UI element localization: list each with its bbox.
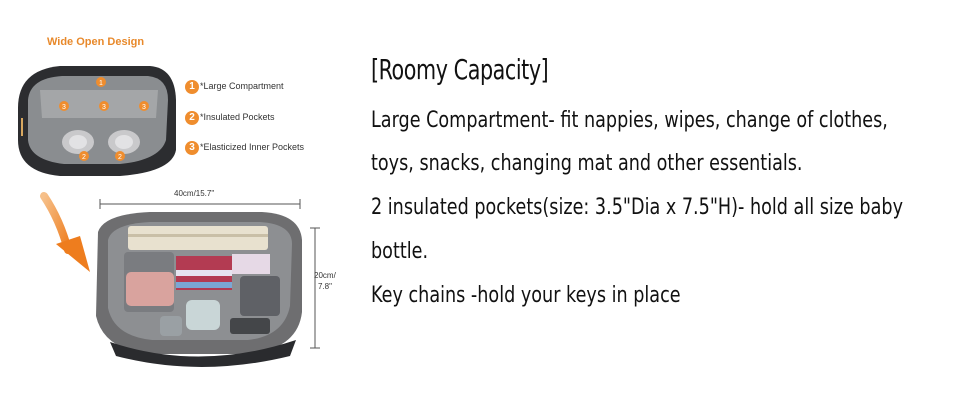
legend-number-badge: 3: [185, 141, 199, 155]
description-line: toys, snacks, changing mat and other essentials.: [371, 151, 803, 176]
svg-text:3: 3: [142, 104, 146, 111]
height-dimension-label-inches: 7.8": [318, 282, 332, 291]
svg-text:3: 3: [62, 104, 66, 111]
description-line: Key chains -hold your keys in place: [371, 283, 681, 308]
legend-label: *Large Compartment: [200, 81, 284, 91]
top-bag-image: [18, 66, 176, 176]
legend-number-badge: 2: [185, 111, 199, 125]
bag-illustration: [0, 0, 360, 400]
svg-text:1: 1: [99, 80, 103, 87]
legend-label: *Insulated Pockets: [200, 112, 275, 122]
legend-number-badge: 1: [185, 80, 199, 94]
svg-text:3: 3: [102, 104, 106, 111]
description-line: bottle.: [371, 239, 429, 264]
legend-label: *Elasticized Inner Pockets: [200, 142, 305, 152]
width-dimension-line: [100, 199, 300, 209]
orange-arrow-icon: [44, 196, 90, 272]
product-image-panel: [0, 0, 360, 400]
wide-open-design-title: Wide Open Design: [47, 36, 145, 48]
roomy-capacity-heading: [Roomy Capacity]: [371, 53, 549, 86]
packed-bag-image: [96, 212, 302, 367]
svg-text:2: 2: [118, 154, 122, 161]
height-dimension-label: 20cm/: [314, 271, 336, 280]
width-dimension-label: 40cm/15.7": [174, 189, 215, 198]
description-line: 2 insulated pockets(size: 3.5"Dia x 7.5"H)- hold all size baby: [371, 195, 903, 220]
description-line: Large Compartment- fit nappies, wipes, change of clothes,: [371, 108, 888, 133]
svg-text:2: 2: [82, 154, 86, 161]
